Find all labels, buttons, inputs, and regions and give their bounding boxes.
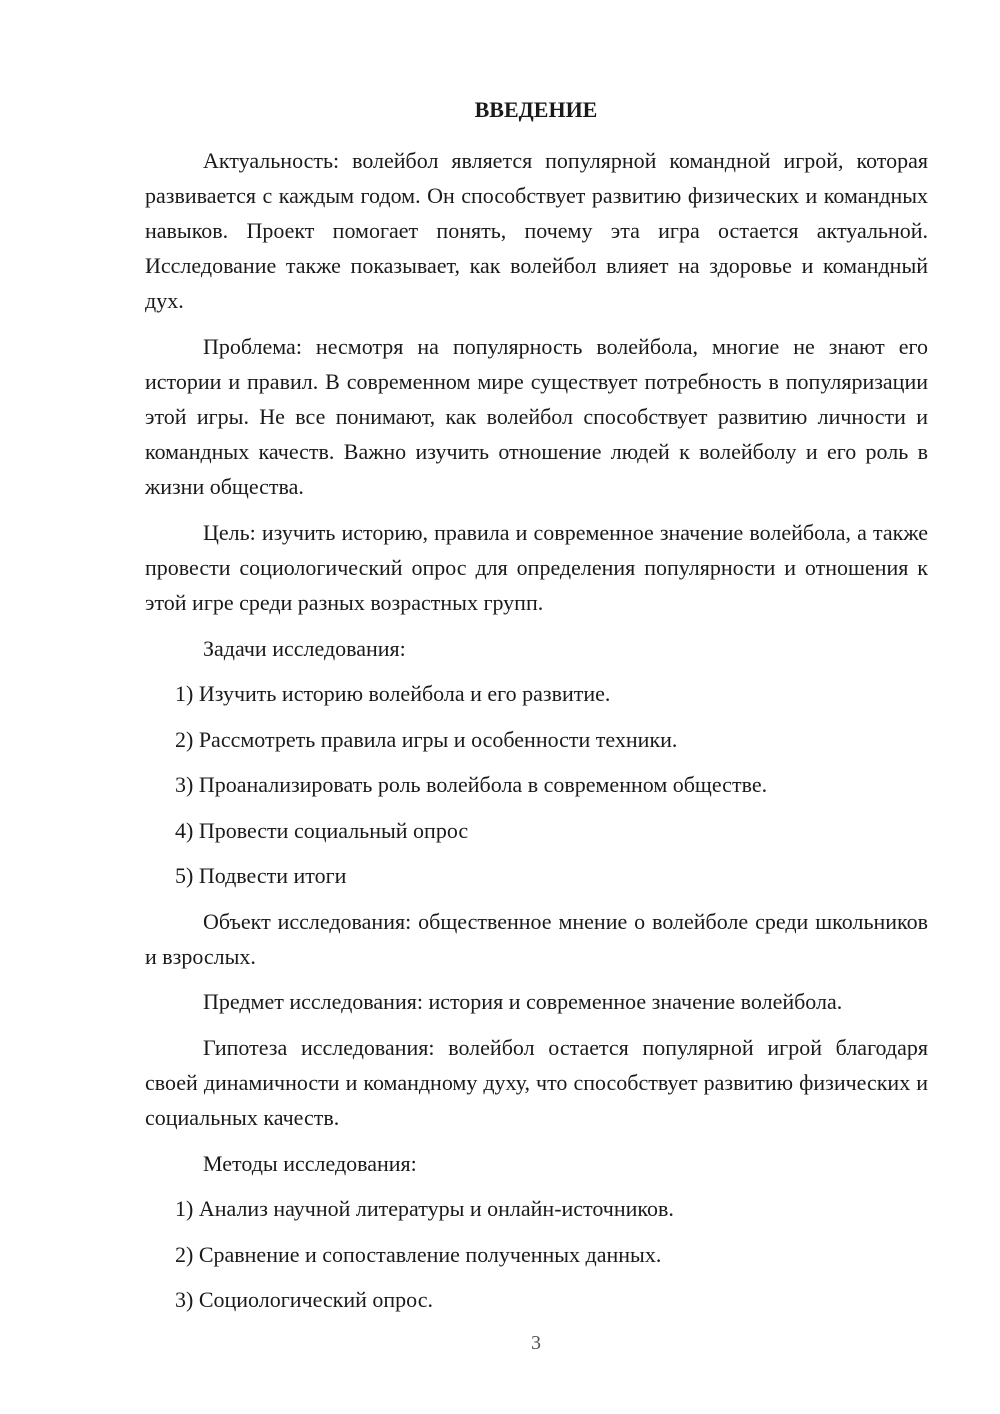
method-item: 1) Анализ научной литературы и онлайн-источников. — [175, 1196, 674, 1221]
task-item: 1) Изучить историю волейбола и его развитие. — [175, 681, 611, 706]
page-title: ВВЕДЕНИЕ — [474, 97, 598, 122]
paragraph-hypothesis: Гипотеза исследования: волейбол остается популярной игрой благодаря своей динамичности и командному духу, что способствует развитию физических и социальных качеств. — [145, 1035, 928, 1130]
paragraph-subject: Предмет исследования: история и современное значение волейбола. — [203, 989, 843, 1014]
method-item: 3) Социологический опрос. — [175, 1287, 433, 1312]
method-item: 2) Сравнение и сопоставление полученных данных. — [175, 1242, 662, 1267]
paragraph-relevance: Актуальность: волейбол является популярной командной игрой, которая развивается с каждым годом. Он способствует развитию физических и командных навыков. Проект помогает понять, почему эта игра остается актуальной. Исследование также показывает, как волейбол влияет на здоровье и командный дух. — [145, 148, 928, 313]
tasks-heading: Задачи исследования: — [203, 636, 406, 661]
task-item: 5) Подвести итоги — [175, 863, 347, 888]
paragraph-object: Объект исследования: общественное мнение о волейболе среди школьников и взрослых. — [145, 909, 928, 969]
page-number: 3 — [531, 1332, 541, 1354]
task-item: 4) Провести социальный опрос — [175, 818, 469, 843]
paragraph-problem: Проблема: несмотря на популярность волейбола, многие не знают его истории и правил. В современном мире существует потребность в популяризации этой игры. Не все понимают, как волейбол способствует развитию личности и командных качеств. Важно изучить отношение людей к волейболу и его роль в жизни общества. — [145, 334, 928, 499]
task-item: 3) Проанализировать роль волейбола в современном обществе. — [175, 772, 768, 797]
task-item: 2) Рассмотреть правила игры и особенности техники. — [175, 727, 678, 752]
paragraph-goal: Цель: изучить историю, правила и современное значение волейбола, а также провести социологический опрос для определения популярности и отношения к этой игре среди разных возрастных групп. — [145, 520, 928, 615]
methods-heading: Методы исследования: — [203, 1151, 417, 1176]
